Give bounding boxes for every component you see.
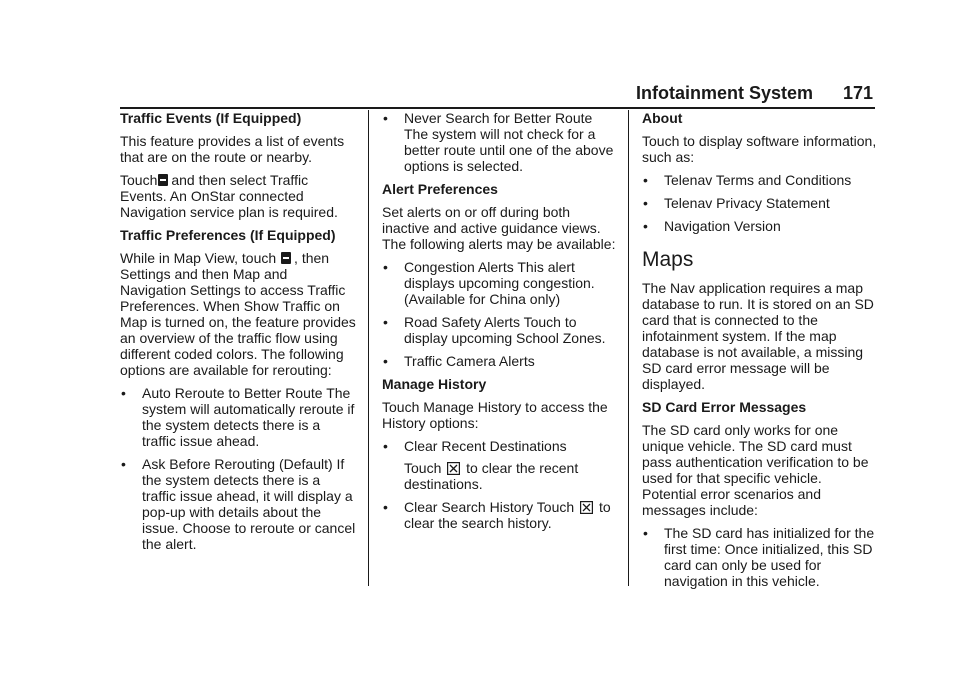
- column-2: [382, 110, 618, 538]
- bullet-dot: •: [383, 353, 388, 369]
- page-number: 171: [842, 83, 873, 103]
- heading-traffic-preferences: Traffic Preferences (If Equipped): [120, 227, 336, 243]
- clear-icon: [580, 501, 593, 514]
- bullet-dot: •: [383, 314, 388, 330]
- list-item-text: Ask Before Rerouting (Default) If the system detects there is a traffic issue ahead, it will display a pop-up with details about the issue. Choose to reroute or cancel the alert.: [142, 456, 356, 552]
- list-item-text: Clear Search History Touch: [404, 499, 575, 515]
- bullet-dot: •: [643, 525, 648, 541]
- list-item: [382, 110, 618, 174]
- list-item-text: Never Search for Better Route The system will not check for a better route until one of the above options is selected.: [404, 110, 614, 174]
- bullet-dot: •: [643, 172, 648, 188]
- bullet-dot: •: [383, 259, 388, 275]
- heading-maps: Maps: [642, 248, 694, 271]
- paragraph: Touch to display software information, such as:: [642, 133, 877, 165]
- heading-sd-card-errors: SD Card Error Messages: [642, 399, 807, 415]
- list-item-detail: [404, 460, 618, 492]
- paragraph: The SD card only works for one unique vehicle. The SD card must pass authentication verification to be used for that specific vehicle. Potential error scenarios and messages include:: [642, 422, 869, 518]
- section-title: Infotainment System: [635, 83, 813, 103]
- list-item: [382, 314, 618, 346]
- column-divider: [628, 110, 629, 586]
- menu-dots-icon: [281, 252, 291, 264]
- bullet-dot: •: [383, 110, 388, 126]
- paragraph: The Nav application requires a map database to run. It is stored on an SD card that is connected to the infotainment system. If the map database is not available, a missing SD card error message will be displayed.: [642, 280, 874, 392]
- text: Touch: [120, 172, 158, 188]
- list-item-text: Telenav Terms and Conditions: [664, 172, 852, 188]
- bullet-dot: •: [643, 195, 648, 211]
- heading-traffic-events: Traffic Events (If Equipped): [120, 110, 302, 126]
- text: Touch: [404, 460, 442, 476]
- heading-about: About: [642, 110, 683, 126]
- paragraph: Touch Manage History to access the History options:: [382, 399, 608, 431]
- text: to clear the recent destinations.: [404, 460, 579, 492]
- list-item-text: Telenav Privacy Statement: [664, 195, 830, 211]
- page-header: [120, 82, 875, 106]
- list-item-text: Auto Reroute to Better Route The system will automatically reroute if the system detects there is a traffic issue ahead.: [142, 385, 355, 449]
- list-item-text: to clear the search history.: [404, 499, 611, 531]
- paragraph: [120, 172, 356, 220]
- bullet-dot: •: [121, 385, 126, 401]
- list-item: [382, 499, 618, 531]
- list-item: [642, 525, 878, 589]
- column-1: [120, 110, 356, 559]
- column-3: [642, 110, 878, 596]
- heading-manage-history: Manage History: [382, 376, 487, 392]
- list-item: [642, 172, 878, 188]
- list-item-text: Navigation Version: [664, 218, 781, 234]
- list-item: [642, 195, 878, 211]
- paragraph: [120, 250, 356, 378]
- clear-icon: [447, 462, 460, 475]
- bullet-dot: •: [121, 456, 126, 472]
- text: and then select Traffic Events. An OnStar connected Navigation service plan is required.: [120, 172, 338, 220]
- paragraph: Set alerts on or off during both inactive and active guidance views. The following alerts may be available:: [382, 204, 616, 252]
- list-item: [120, 385, 356, 449]
- list-item: [120, 456, 356, 552]
- paragraph: This feature provides a list of events that are on the route or nearby.: [120, 133, 345, 165]
- list-item-text: Road Safety Alerts Touch to display upcoming School Zones.: [404, 314, 606, 346]
- list-item: [382, 438, 618, 492]
- heading-alert-preferences: Alert Preferences: [382, 181, 498, 197]
- list-item-text: Congestion Alerts This alert displays upcoming congestion. (Available for China only): [404, 259, 595, 307]
- bullet-dot: •: [383, 438, 388, 454]
- list-item: [382, 353, 618, 369]
- menu-dots-icon: [158, 174, 168, 186]
- bullet-dot: •: [383, 499, 388, 515]
- list-item: [382, 259, 618, 307]
- text: , then Settings and then Map and Navigation Settings to access Traffic Preferences. When Show Traffic on Map is turned on, the feature provides an overview of the traffic flow using different coded colors. The following options are available for rerouting:: [120, 250, 356, 378]
- list-item: [642, 218, 878, 234]
- list-item-text: The SD card has initialized for the first time: Once initialized, this SD card can only be used for navigation in this vehicle.: [664, 525, 875, 589]
- list-item-text: Traffic Camera Alerts: [404, 353, 535, 369]
- list-item-text: Clear Recent Destinations: [404, 438, 567, 454]
- text: While in Map View, touch: [120, 250, 277, 266]
- header-rule: [120, 107, 875, 109]
- column-divider: [368, 110, 369, 586]
- bullet-dot: •: [643, 218, 648, 234]
